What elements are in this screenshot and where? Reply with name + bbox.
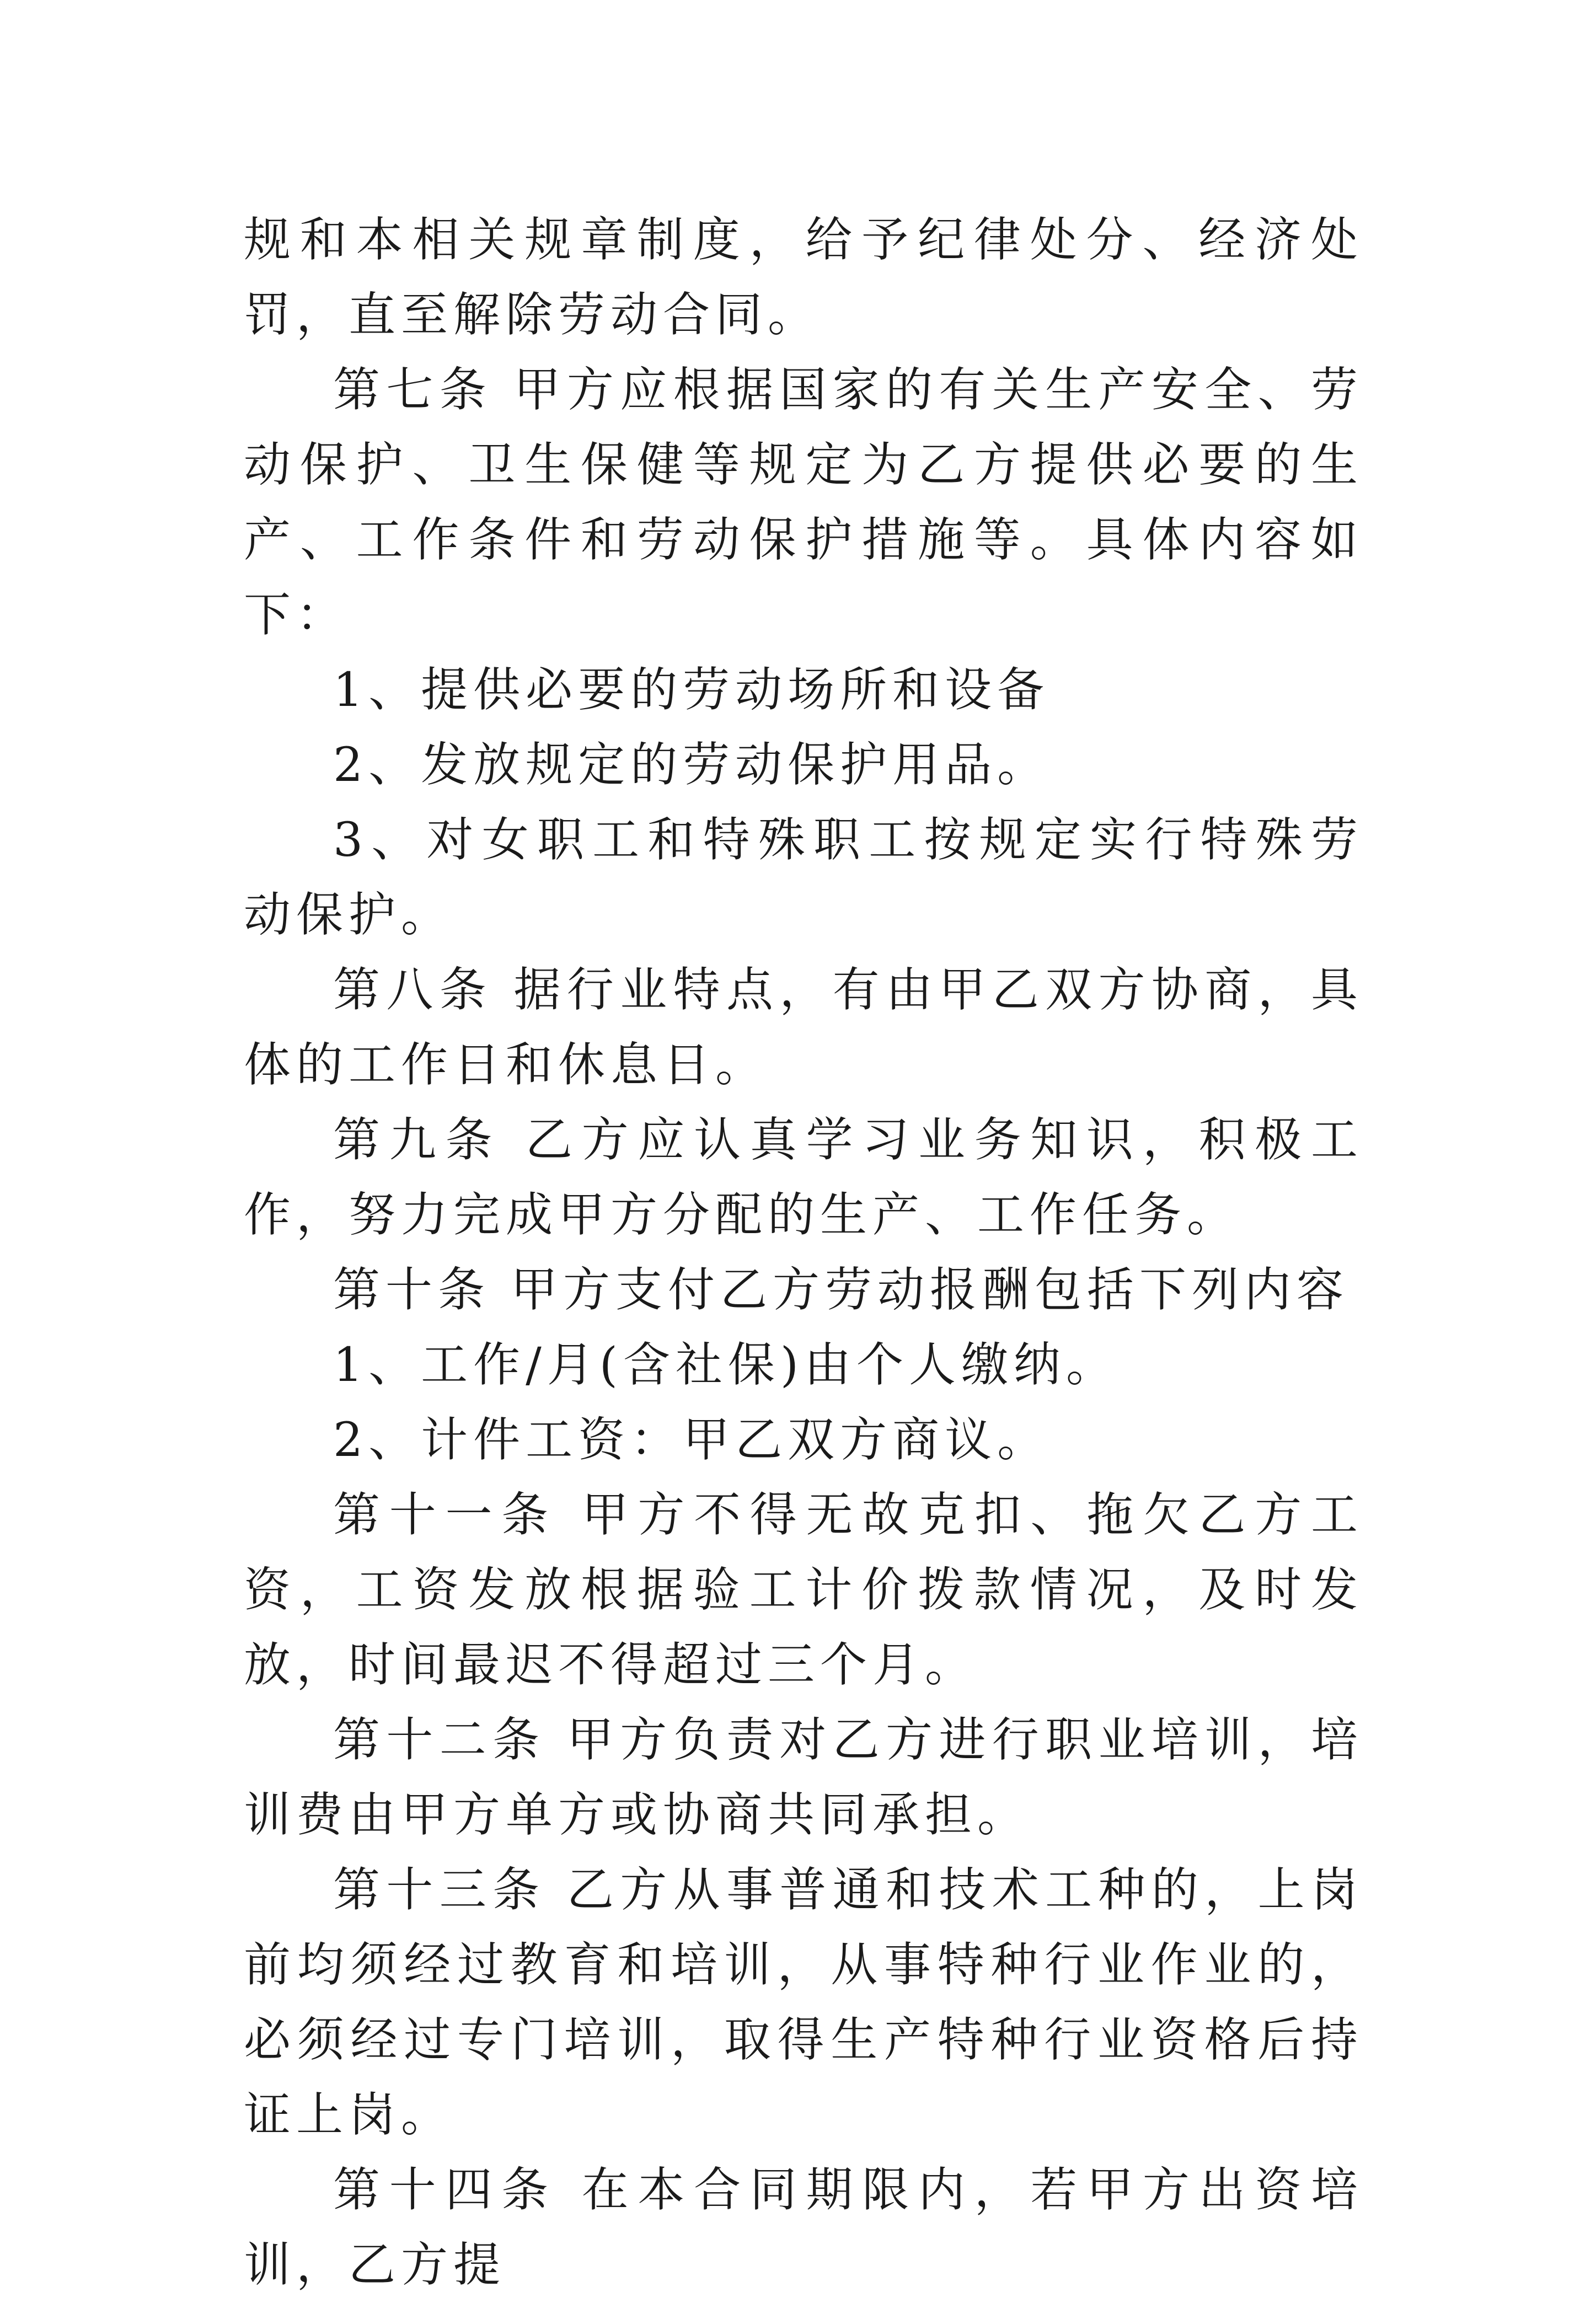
paragraph: 规和本相关规章制度，给予纪律处分、经济处罚，直至解除劳动合同。 xyxy=(244,213,1363,342)
article-12-paragraph: 第十二条 甲方负责对乙方进行职业培训，培训费由甲方单方或协商共同承担。 xyxy=(244,1713,1363,1843)
article-10-paragraph: 第十条 甲方支付乙方劳动报酬包括下列内容 xyxy=(333,1263,1349,1317)
list-item-3: 3、对女职工和特殊职工按规定实行特殊劳动保护。 xyxy=(244,813,1363,942)
article-9-paragraph: 第九条 乙方应认真学习业务知识，积极工作，努力完成甲方分配的生产、工作任务。 xyxy=(244,1113,1363,1242)
document-body xyxy=(244,203,1363,2303)
article-7-paragraph: 第七条 甲方应根据国家的有关生产安全、劳动保护、卫生保健等规定为乙方提供必要的生产、工作条件和劳动保护措施等。具体内容如下： xyxy=(244,363,1363,642)
article-14-paragraph: 第十四条 在本合同期限内，若甲方出资培训，乙方提 xyxy=(244,2163,1363,2293)
list-item-2: 2、发放规定的劳动保护用品。 xyxy=(333,738,1050,792)
list-item-1: 1、提供必要的劳动场所和设备 xyxy=(333,663,1050,717)
pay-item-1: 1、工作/月(含社保)由个人缴纳。 xyxy=(333,1338,1119,1392)
article-8-paragraph: 第八条 据行业特点，有由甲乙双方协商，具体的工作日和休息日。 xyxy=(244,963,1363,1092)
article-11-paragraph: 第十一条 甲方不得无故克扣、拖欠乙方工资，工资发放根据验工计价拨款情况，及时发放，时间最迟不得超过三个月。 xyxy=(244,1488,1363,1693)
article-13-paragraph: 第十三条 乙方从事普通和技术工种的，上岗前均须经过教育和培训，从事特种行业作业的，必须经过专门培训，取得生产特种行业资格后持证上岗。 xyxy=(244,1863,1363,2143)
pay-item-2: 2、计件工资：甲乙双方商议。 xyxy=(333,1413,1050,1468)
